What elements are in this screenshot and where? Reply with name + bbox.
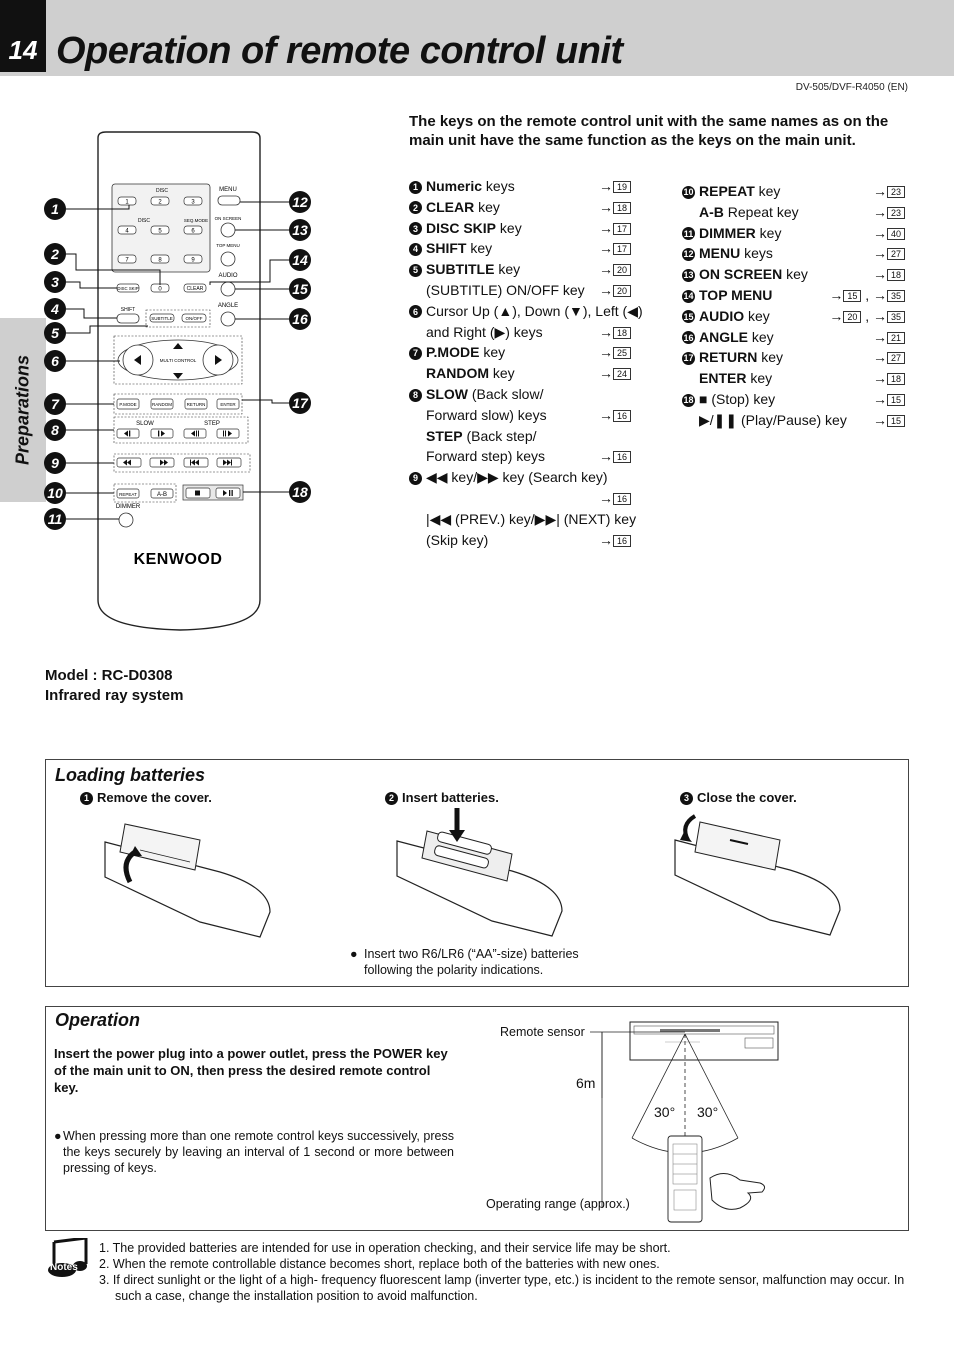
label-enter: ENTER [220,402,236,407]
key-name: DIMMER [699,224,756,241]
key-list-right-item [682,306,770,326]
operating-range-diagram [590,1018,790,1223]
item-number: 6 [409,305,422,318]
operation-bullet-text: When pressing more than one remote control keys successively, press the keys securely by leaving an interval of 1 second or more between pressing of keys. [63,1129,454,1175]
label-top-menu: TOP MENU [216,243,240,248]
page-reference: → 15 [873,389,905,409]
callout-17: 17 [289,392,311,414]
key-name: SHIFT [426,240,467,257]
key-name: P.MODE [426,344,480,361]
operation-title: Operation [55,1010,141,1030]
page-reference: → 25 [599,342,631,362]
page-number-ref: 35 [887,311,905,323]
key-list-left-item [409,218,522,238]
label-slow: SLOW [136,421,154,427]
key-list-left-item [409,446,545,466]
digit-key-0: 0 [158,286,162,293]
label-multi-control: MULTI CONTROL [159,358,197,363]
key-description: Cursor Up (▲), Down (▼), Left (◀) [426,302,643,319]
page-number-ref: 18 [887,373,905,385]
key-name: REPEAT [699,183,755,199]
callout-9: 9 [44,452,66,474]
key-description: ■ (Stop) key [699,391,776,407]
page-number-ref: 25 [613,347,631,359]
label-repeat: REPEAT [119,492,137,497]
item-number: 2 [409,201,422,214]
page-number-ref: 15 [887,394,905,406]
digit-key-9: 9 [191,257,195,264]
item-number: 11 [683,228,694,239]
callout-11: 11 [44,508,66,530]
callout-8: 8 [44,419,66,441]
key-description: key [757,349,784,366]
model-caption [45,666,183,706]
callout-14: 14 [289,249,311,271]
digit-key-4: 4 [125,228,129,235]
key-description: key [744,307,770,324]
close-cover-illustration [670,810,850,940]
key-description: key [466,240,493,257]
key-description: key [782,266,808,283]
key-name: TOP MENU [699,287,773,303]
page-number: 14 [0,0,46,72]
battery-note-text: Insert two R6/LR6 (“AA”-size) batteries following the polarity indications. [364,947,579,977]
key-description: Repeat key [723,203,799,220]
key-list-left-item [409,342,505,362]
page-reference: → 18 [599,197,631,217]
item-number: 10 [683,187,694,197]
callout-13: 13 [289,219,311,241]
distance-label: 6m [576,1075,596,1091]
item-number: 3 [409,222,422,235]
key-list-right-item [682,389,775,409]
key-description: ▶/❚❚ (Play/Pause) key [699,411,847,428]
callout-5: 5 [44,322,66,344]
key-name: STEP [426,427,463,444]
model-system: Infrared ray system [45,687,184,704]
key-description: (Skip key) [426,531,489,548]
label-disc-skip: DISC SKIP [117,286,139,291]
key-name: ANGLE [699,328,748,345]
page-reference: → 24 [599,363,631,383]
key-list-right-item [682,264,808,284]
notes-label: Notes [50,1262,78,1273]
item-number: 17 [683,353,694,364]
key-list-left-item [409,426,537,446]
page-number-ref: 40 [887,228,905,240]
digit-key-8: 8 [158,257,162,264]
loading-title: Loading batteries [55,765,206,785]
key-description: keys [740,245,773,262]
page-number-ref: 20 [843,311,861,323]
item-number: 8 [409,389,422,402]
label-random: RANDOM [152,402,172,407]
key-description: key [754,183,781,199]
battery-note [350,946,620,978]
key-list-right-item [682,410,847,430]
key-name: Numeric [426,178,483,194]
step-2-number: 2 [385,792,398,805]
callout-15: 15 [289,278,311,300]
page-reference: → 15 [873,410,905,430]
remove-cover-illustration [100,812,280,942]
label-dimmer: DIMMER [115,504,141,510]
key-list-right-item [682,223,781,243]
label-return: RETURN [186,402,206,407]
key-list-left-item [409,322,543,342]
key-name: A-B [699,203,724,220]
notes-list [99,1240,911,1304]
page-reference: → 23 [873,181,905,201]
page-reference: → 23 [873,202,905,222]
key-description: key [748,328,774,345]
label-seq-mode: SEQ.MODE [183,218,209,223]
page-reference: → 19 [599,176,631,196]
page-reference: → 16 [599,530,631,550]
item-number: 9 [409,472,422,485]
section-tab-label: Preparations [12,354,33,466]
page-number-ref: 15 [887,415,905,427]
callout-12: 12 [289,191,311,213]
page-reference: → 16 [599,446,631,466]
page-number-ref: 27 [887,352,905,364]
key-list-left-item [409,259,520,279]
page-number-ref: 18 [887,269,905,281]
digit-key-3: 3 [191,199,195,206]
label-angle: ANGLE [217,303,239,309]
key-name: AUDIO [699,307,745,324]
step-2 [385,790,499,805]
key-list-left-item [409,405,547,425]
angle-left-label: 30° [654,1104,676,1120]
digit-key-7: 7 [125,257,129,264]
bullet: ● [350,947,358,961]
item-number: 12 [683,249,694,260]
item-number: 5 [409,264,422,277]
step-2-text: Insert batteries. [402,790,499,805]
key-description: Forward slow) keys [426,406,547,423]
page-number-ref: 19 [613,181,631,193]
key-list-right-item [682,327,774,347]
key-list-right-item [682,243,773,263]
page-reference: → 15 , → 35 [829,285,905,305]
page-number-ref: 35 [887,290,905,302]
key-list-left-item [409,384,543,404]
page-number-ref: 18 [613,327,631,339]
page-reference: → 16 [599,488,631,508]
key-description: keys [482,178,515,194]
digit-key-5: 5 [158,228,162,235]
label-disc: DISC [156,188,168,194]
page-reference: → 40 [873,223,905,243]
page-reference: → 20 , → 35 [829,306,905,326]
label-menu: MENU [219,187,237,193]
key-description: key [479,344,506,361]
item-number: 15 [683,311,694,322]
key-name: ON SCREEN [699,266,783,283]
key-description: key [494,261,521,278]
key-description: ◀◀ key/▶▶ key (Search key) [426,469,608,486]
page-number-ref: 16 [613,451,631,463]
key-description: key [496,219,522,236]
item-number: 13 [683,270,694,281]
key-list-left-item [409,197,500,217]
step-1 [80,790,212,805]
key-list-left-item [409,238,492,258]
label-clear: CLEAR [186,286,204,292]
key-description: key [474,198,500,215]
key-name: DISC SKIP [426,219,497,236]
note-item-1: 1. The provided batteries are intended for use in operation checking, and their service life may be short. [99,1241,671,1255]
key-description: (Back slow/ [468,386,544,402]
label-disc-2: DISC [138,218,150,224]
key-name: RETURN [699,349,758,366]
key-list-right-item [682,181,780,201]
key-list-left-item [409,467,608,487]
callout-6: 6 [44,350,66,372]
callout-7: 7 [44,393,66,415]
callout-1: 1 [44,198,66,220]
label-ab: A-B [156,492,168,498]
key-name: ENTER [699,370,747,387]
item-number: 16 [683,332,694,343]
model-name: Model : RC-D0308 [45,667,173,684]
brand-logo: KENWOOD [133,551,223,568]
angle-right-label: 30° [697,1104,719,1120]
page-number-ref: 16 [613,493,631,505]
key-list-right-item [682,285,772,305]
key-list-left-item [409,488,426,508]
page-reference: → 18 [873,264,905,284]
operation-bullet [54,1128,454,1176]
page-reference: → 18 [599,322,631,342]
callout-16: 16 [289,308,311,330]
page-number-ref: 17 [613,243,631,255]
bullet: ● [54,1129,62,1143]
label-step: STEP [204,421,220,427]
note-item-3: 3. If direct sunlight or the light of a high- frequency fluorescent lamp (inverter type, etc.) is incident to the remote sensor, malfunction may occur. In such a case, change the installation position to avoid malfunction. [99,1273,905,1303]
step-1-number: 1 [80,792,93,805]
callout-4: 4 [44,298,66,320]
item-number: 1 [409,181,422,194]
key-list-right-item [682,202,799,222]
step-1-text: Remove the cover. [97,790,212,805]
page-number-ref: 20 [613,285,631,297]
callout-10: 10 [44,482,66,504]
key-description: key [755,224,782,241]
key-name: SLOW [426,386,468,402]
key-description: key [489,365,515,382]
key-list-left-item [409,176,515,196]
step-3-text: Close the cover. [697,790,797,805]
label-on-screen: ON SCREEN [214,216,242,221]
key-list-right-item [682,368,772,388]
key-description: (Back step/ [462,427,537,444]
model-reference: DV-505/DVF-R4050 (EN) [795,82,908,93]
digit-key-1: 1 [125,199,129,206]
intro-text: The keys on the remote control unit with the same names as on the main unit have the same function as the keys on the main unit. [409,113,889,149]
item-number: 7 [409,347,422,360]
page-reference: → 20 [599,259,631,279]
remote-sensor-label: Remote sensor [500,1025,585,1039]
page-reference: → 16 [599,405,631,425]
page-number-ref: 23 [887,186,905,198]
key-description: (SUBTITLE) ON/OFF key [426,282,585,298]
page-reference: → 17 [599,238,631,258]
label-audio: AUDIO [218,273,238,279]
digit-key-6: 6 [191,228,195,235]
label-shift: SHIFT [120,307,136,313]
item-number: 18 [683,395,694,405]
page-reference: → 27 [873,243,905,263]
key-description: |◀◀ (PREV.) key/▶▶| (NEXT) key [426,510,637,527]
page-reference: → 17 [599,218,631,238]
key-name: RANDOM [426,365,489,382]
page-reference: → 27 [873,347,905,367]
digit-key-2: 2 [158,199,162,206]
label-subtitle: SUBTITLE [151,316,173,321]
key-description: Forward step) keys [426,448,546,465]
label-on-off: ON/OFF [185,316,203,321]
key-name: CLEAR [426,198,475,215]
key-name: MENU [699,245,741,262]
page-number-ref: 27 [887,248,905,260]
page-number-ref: 17 [613,223,631,235]
page-reference: → 20 [599,280,631,300]
page-number-ref: 15 [843,290,861,302]
page-number-ref: 21 [887,332,905,344]
page-number-ref: 16 [613,410,631,422]
key-name: SUBTITLE [426,261,495,278]
item-number: 4 [409,243,422,256]
key-list-left-item [409,280,585,300]
key-list-left-item [409,530,488,550]
callout-3: 3 [44,271,66,293]
range-label: Operating range (approx.) [486,1197,630,1211]
key-list-left-item [409,301,643,321]
item-number: 14 [683,291,694,301]
callout-2: 2 [44,243,66,265]
operation-instruction: Insert the power plug into a power outlet, press the POWER key of the main unit to ON, then press the desired remote control key. [54,1046,448,1095]
page-title: Operation of remote control unit [56,30,623,72]
key-list-left-item [409,363,515,383]
key-list-left-item [409,509,636,529]
label-pmode: P.MODE [119,402,137,407]
key-description: and Right (▶) keys [426,323,543,340]
key-description: key [746,370,773,387]
key-list-right-item [682,347,783,367]
page-number-ref: 24 [613,368,631,380]
page-reference: → 21 [873,327,905,347]
step-3-number: 3 [680,792,693,805]
page-number-ref: 20 [613,264,631,276]
page-number-ref: 18 [613,202,631,214]
callout-18: 18 [289,481,311,503]
page-reference: → 18 [873,368,905,388]
step-3 [680,790,797,805]
page-number-ref: 23 [887,207,905,219]
page-number-ref: 16 [613,535,631,547]
note-item-2: 2. When the remote controllable distance becomes short, replace both of the batteries with new ones. [99,1257,660,1271]
insert-batteries-illustration [392,806,572,941]
